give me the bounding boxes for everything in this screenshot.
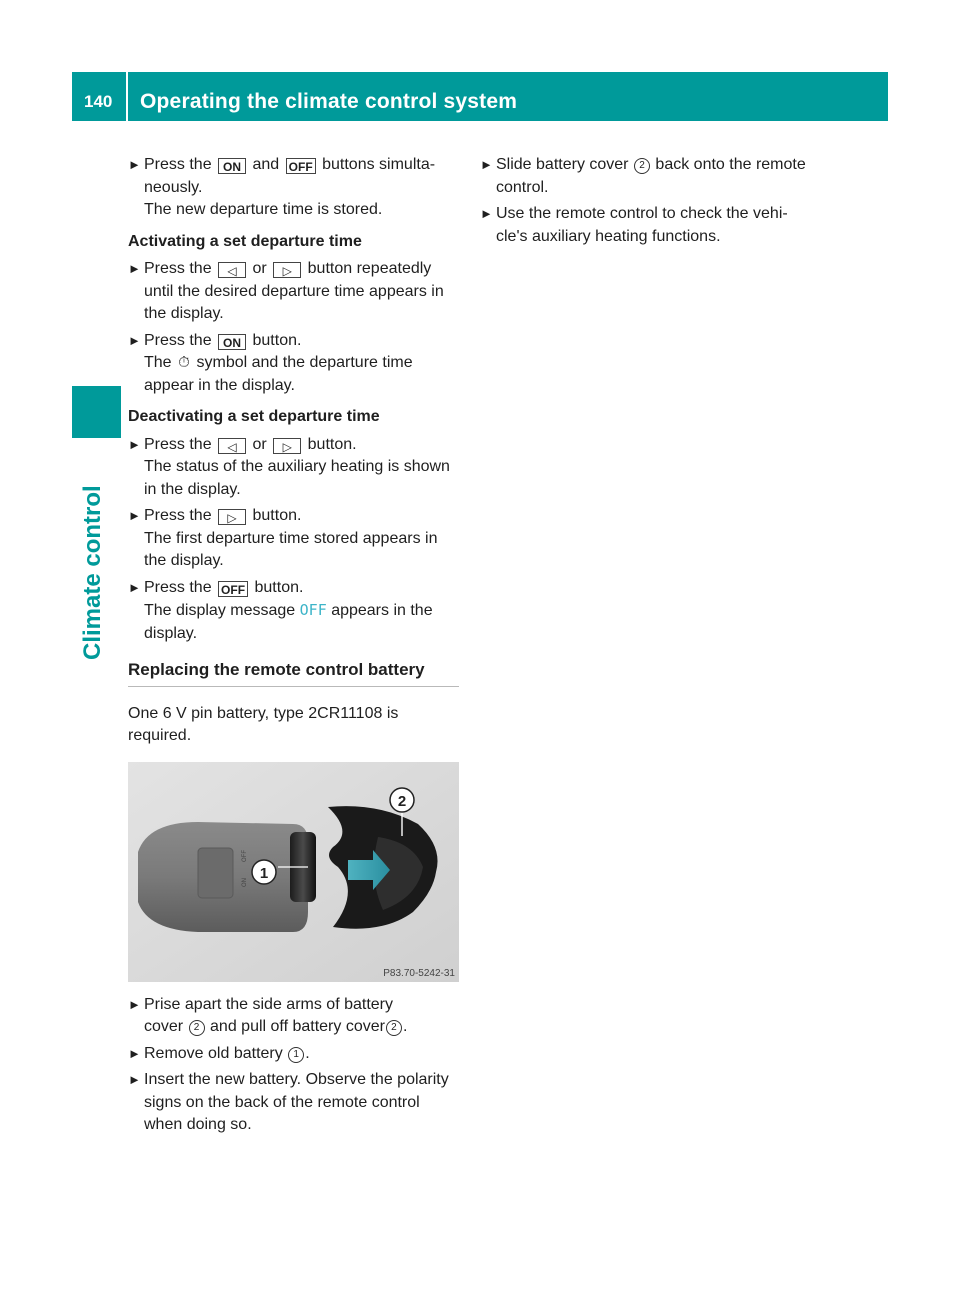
callout-2-ref: 2	[634, 158, 650, 174]
step-text: Press the	[144, 260, 212, 277]
on-button-icon: ON	[218, 334, 246, 350]
step-select-time	[128, 258, 459, 326]
remote-off-label: OFF	[242, 849, 248, 862]
figure-code: P83.70-5242-31	[383, 967, 455, 979]
deactivating-heading: Deactivating a set departure time	[128, 408, 380, 425]
step-result: The status of the auxiliary heating is shown in the display.	[144, 458, 450, 498]
step-result-text: symbol and the departure time	[196, 354, 413, 371]
step-text: and pull off battery cover	[210, 1018, 385, 1035]
remote-on-label: ON	[242, 877, 248, 887]
step-remove-battery	[128, 1043, 459, 1066]
step-text: back onto the remote control.	[496, 156, 806, 196]
on-button-icon: ON	[218, 158, 246, 174]
step-result: The new departure time is stored.	[144, 201, 383, 218]
step-text: Slide battery cover	[496, 156, 629, 173]
side-label	[79, 485, 112, 690]
step-arrow-icon: ►	[128, 508, 141, 523]
step-result-text: appears in the	[331, 602, 433, 619]
off-button-icon: OFF	[286, 158, 316, 174]
left-arrow-button-icon: ◁	[218, 262, 246, 278]
right-arrow-button-icon: ▷	[273, 262, 301, 278]
step-text: button.	[307, 435, 357, 453]
step-result-text: The display message	[144, 602, 296, 619]
step-slide-cover	[480, 154, 810, 199]
battery-figure	[128, 762, 459, 982]
battery-intro: One 6 V pin battery, type 2CR11108 is required.	[128, 704, 399, 744]
step-first-time	[128, 505, 459, 573]
step-text: button repeatedly	[307, 260, 432, 277]
step-text: Remove old battery	[144, 1044, 283, 1062]
step-result-text: The	[144, 354, 172, 371]
step-store-time	[128, 154, 459, 222]
step-result-text: appear in the display.	[144, 376, 295, 394]
step-arrow-icon: ►	[480, 157, 493, 172]
step-text: .	[305, 1044, 310, 1062]
step-arrow-icon: ►	[128, 1045, 141, 1061]
step-check-functions	[480, 203, 810, 248]
step-arrow-icon: ►	[128, 1072, 141, 1087]
step-result: The first departure time stored appears in the display.	[144, 529, 438, 569]
callout-2-ref: 2	[386, 1020, 402, 1036]
step-text: button.	[254, 578, 304, 596]
departure-clock-icon: ⏱	[178, 354, 190, 371]
step-deactivate	[128, 577, 459, 646]
side-label-text: Climate control	[79, 485, 106, 660]
callout-1-label: 1	[259, 864, 269, 882]
header-divider	[126, 72, 128, 121]
step-show-status	[128, 434, 459, 502]
step-arrow-icon: ►	[128, 579, 141, 595]
right-arrow-button-icon: ▷	[273, 438, 301, 454]
page-number: 140	[84, 92, 113, 111]
left-arrow-button-icon: ◁	[218, 438, 246, 454]
step-arrow-icon: ►	[128, 332, 141, 348]
side-tab	[72, 386, 121, 438]
step-result-text: display.	[144, 624, 198, 642]
battery-illustration	[128, 762, 459, 982]
step-text: or	[252, 260, 267, 277]
step-activate	[128, 330, 459, 398]
step-arrow-icon: ►	[128, 157, 141, 172]
step-text: Press the	[144, 156, 212, 173]
activating-heading: Activating a set departure time	[128, 232, 362, 250]
step-insert-battery	[128, 1069, 459, 1137]
step-text: or	[252, 435, 267, 453]
step-text: Press the	[144, 578, 212, 596]
step-text: buttons simulta-	[322, 156, 436, 173]
page-title: Operating the climate control system	[140, 90, 518, 113]
callout-1-ref: 1	[288, 1047, 304, 1063]
left-column	[128, 154, 459, 1141]
step-arrow-icon: ►	[128, 436, 141, 452]
step-result	[144, 599, 459, 645]
step-arrow-icon: ►	[128, 996, 141, 1012]
callout-2-ref: 2	[189, 1020, 205, 1036]
step-text: .	[402, 1018, 408, 1035]
battery-section-heading: Replacing the remote control battery	[128, 659, 459, 687]
step-text: cover	[144, 1018, 184, 1035]
callout-2-label: 2	[397, 792, 407, 810]
step-text: button.	[252, 331, 302, 349]
display-message-off: OFF	[299, 601, 327, 619]
step-text: Press the	[144, 507, 212, 524]
right-column	[480, 154, 810, 252]
off-button-icon: OFF	[218, 581, 248, 597]
step-arrow-icon: ►	[128, 261, 141, 276]
step-text: Insert the new battery. Observe the polarity signs on the back of the remote control when doing so.	[144, 1071, 449, 1133]
step-text: until the desired departure time appears in the display.	[144, 282, 444, 322]
step-text: button.	[252, 507, 302, 524]
step-result	[144, 352, 459, 397]
right-arrow-button-icon: ▷	[218, 509, 246, 525]
step-text: and	[252, 156, 280, 173]
step-arrow-icon: ►	[480, 206, 493, 221]
step-text: Prise apart the side arms of battery	[144, 995, 393, 1013]
step-text: Use the remote control to check the vehi-cle's auxiliary heating functions.	[496, 205, 788, 245]
step-text: Press the	[144, 331, 212, 349]
step-text: neously.	[144, 178, 203, 196]
step-prise-cover	[128, 994, 459, 1039]
step-text: Press the	[144, 435, 212, 453]
